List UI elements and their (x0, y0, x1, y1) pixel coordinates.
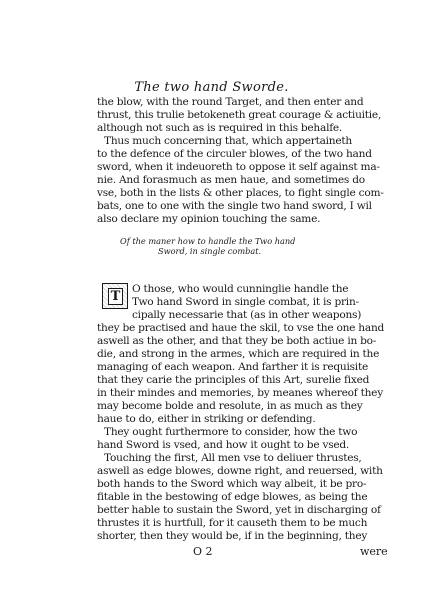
text-line: bats, one to one with the single two hand sword, I wil (97, 200, 372, 212)
text-line: Touching the first, All men vse to deliuer thrustes, (104, 452, 362, 464)
text-line: nie. And forasmuch as men haue, and sometimes do (97, 174, 365, 186)
text-line: that they carie the principles of this Art, surelie fixed (97, 374, 370, 386)
text-line: aswell as the other, and that they be both actiue in bo- (97, 335, 377, 347)
text-line: managing of each weapon. And farther it is requisite (97, 361, 368, 373)
text-line: thrust, this trulie betokeneth great courage & actiuitie, (97, 109, 382, 121)
text-line: sword, when it indeuoreth to oppose it self against ma- (97, 161, 380, 173)
text-line: O those, who would cunninglie handle the (132, 283, 349, 295)
text-line: to the defence of the circuler blowes, of the two hand (97, 148, 372, 160)
text-line: thrustes it is hurtfull, for it causeth them to be much (97, 517, 368, 529)
text-line: shorter, then they would be, if in the beginning, they (97, 530, 368, 542)
text-line: aswell as edge blowes, downe right, and reuersed, with (97, 465, 383, 477)
text-line: Two hand Sword in single combat, it is prin- (132, 296, 359, 308)
text-line: haue to do, either in striking or defending. (97, 413, 316, 425)
text-line: They ought furthermore to consider, how the two (104, 426, 358, 438)
text-line: fitable in the bestowing of edge blowes, as being the (97, 491, 368, 503)
text-line: hand Sword is vsed, and how it ought to be vsed. (97, 439, 350, 451)
section-heading: Of the maner how to handle the Two hand (120, 236, 296, 246)
text-line: they be practised and haue the skil, to vse the one hand (97, 322, 385, 334)
running-header: The two hand Sworde. (134, 80, 289, 95)
text-line: although not such as is required in this behalfe. (97, 122, 343, 134)
text-line: may become bolde and resolute, in as much as they (97, 400, 363, 412)
drop-cap-letter: T (108, 288, 123, 305)
text-line: both hands to the Sword which way albeit, it be pro- (97, 478, 367, 490)
text-line: in their mindes and memories, by meanes whereof they (97, 387, 383, 399)
text-line: also declare my opinion touching the same. (97, 213, 321, 225)
text-line: vse, both in the lists & other places, to fight single com- (97, 187, 384, 199)
text-line: better hable to sustain the Sword, yet in discharging of (97, 504, 381, 516)
text-line: Thus much concerning that, which appertaineth (104, 135, 352, 147)
text-line: the blow, with the round Target, and then enter and (97, 96, 364, 108)
drop-cap (102, 283, 128, 309)
section-heading: Sword, in single combat. (158, 246, 262, 256)
text-line: die, and strong in the armes, which are required in the (97, 348, 380, 360)
signature-mark: O 2 (193, 545, 213, 558)
catchword: were (360, 545, 388, 558)
text-line: cipally necessarie that (as in other weapons) (132, 309, 362, 321)
